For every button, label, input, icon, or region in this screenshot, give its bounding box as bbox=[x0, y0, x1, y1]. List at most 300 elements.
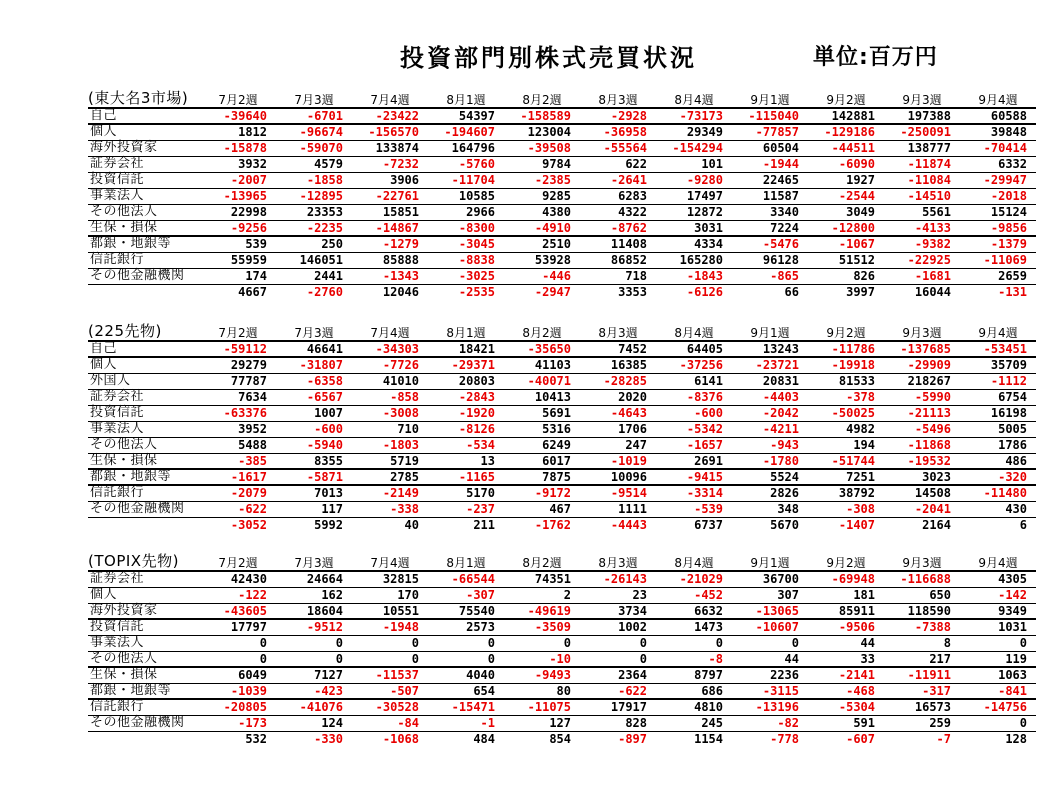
value-cell: 218267 bbox=[884, 373, 960, 389]
row-label: その他法人 bbox=[88, 651, 200, 667]
value-cell: 14508 bbox=[884, 485, 960, 501]
table-row bbox=[88, 172, 1036, 188]
value-cell: -14867 bbox=[352, 220, 428, 236]
value-cell: 10096 bbox=[580, 469, 656, 485]
value-cell: 5670 bbox=[770, 518, 799, 533]
value-cell: -320 bbox=[960, 469, 1036, 485]
value-cell: -2141 bbox=[808, 667, 884, 683]
value-cell: -2544 bbox=[808, 188, 884, 204]
value-cell: -11868 bbox=[884, 437, 960, 453]
value-cell: -4211 bbox=[732, 421, 808, 437]
value-cell: -7 bbox=[936, 732, 951, 747]
value-cell: -19532 bbox=[884, 453, 960, 469]
value-cell: 133874 bbox=[352, 140, 428, 156]
row-label: 生保・損保 bbox=[88, 453, 200, 469]
value-cell: 146051 bbox=[276, 252, 352, 268]
column-header-week-4: 8月2週 bbox=[504, 325, 580, 341]
value-cell: -11537 bbox=[352, 667, 428, 683]
value-cell: 3031 bbox=[656, 220, 732, 236]
value-cell: 51512 bbox=[808, 252, 884, 268]
value-cell: -1948 bbox=[352, 619, 428, 635]
value-cell: 486 bbox=[960, 453, 1036, 469]
column-header-week-8: 9月2週 bbox=[808, 325, 884, 341]
value-cell: 170 bbox=[352, 587, 428, 603]
value-cell: -20805 bbox=[200, 699, 276, 715]
row-label: その他法人 bbox=[88, 437, 200, 453]
value-cell: -1762 bbox=[534, 518, 571, 533]
section-label: (東大名3市場) bbox=[88, 92, 200, 108]
value-cell: -41076 bbox=[276, 699, 352, 715]
value-cell: -1407 bbox=[838, 518, 875, 533]
value-cell: 0 bbox=[352, 651, 428, 667]
column-header-week-9: 9月3週 bbox=[884, 92, 960, 108]
value-cell: 85911 bbox=[808, 603, 884, 619]
column-header-week-0: 7月2週 bbox=[200, 325, 276, 341]
value-cell: -8762 bbox=[580, 220, 656, 236]
value-cell: 1786 bbox=[960, 437, 1036, 453]
column-header-week-3: 8月1週 bbox=[428, 325, 504, 341]
row-label: 自己 bbox=[88, 341, 200, 357]
value-cell: -1019 bbox=[580, 453, 656, 469]
value-cell: 9285 bbox=[504, 188, 580, 204]
value-cell: 1031 bbox=[960, 619, 1036, 635]
value-cell: -778 bbox=[770, 732, 799, 747]
value-cell: 41103 bbox=[504, 357, 580, 373]
table-row bbox=[88, 635, 1036, 651]
value-cell: 66 bbox=[784, 285, 799, 300]
value-cell: 4305 bbox=[960, 571, 1036, 587]
value-cell: -11786 bbox=[808, 341, 884, 357]
value-cell: -63376 bbox=[200, 405, 276, 421]
row-label: 都銀・地銀等 bbox=[88, 469, 200, 485]
value-cell: 532 bbox=[245, 732, 267, 747]
value-cell: 5524 bbox=[732, 469, 808, 485]
header-row bbox=[88, 325, 1036, 341]
value-cell: -11084 bbox=[884, 172, 960, 188]
value-cell: -1920 bbox=[428, 405, 504, 421]
value-cell: 165280 bbox=[656, 252, 732, 268]
row-label: 事業法人 bbox=[88, 188, 200, 204]
value-cell: -5342 bbox=[656, 421, 732, 437]
value-cell: -9256 bbox=[200, 220, 276, 236]
value-cell: -8838 bbox=[428, 252, 504, 268]
value-cell: -8300 bbox=[428, 220, 504, 236]
table-row bbox=[88, 501, 1036, 517]
value-cell: 2236 bbox=[732, 667, 808, 683]
value-cell: 117 bbox=[276, 501, 352, 517]
value-cell: 18604 bbox=[276, 603, 352, 619]
value-cell: 96128 bbox=[732, 252, 808, 268]
value-cell: 8355 bbox=[276, 453, 352, 469]
value-cell: -40071 bbox=[504, 373, 580, 389]
value-cell: 3932 bbox=[200, 156, 276, 172]
value-cell: -2385 bbox=[504, 172, 580, 188]
value-cell: -446 bbox=[504, 268, 580, 284]
value-cell: -156570 bbox=[352, 124, 428, 140]
value-cell: 1002 bbox=[580, 619, 656, 635]
value-cell: -3314 bbox=[656, 485, 732, 501]
value-cell: -2928 bbox=[580, 108, 656, 124]
value-cell: 6632 bbox=[656, 603, 732, 619]
value-cell: -600 bbox=[276, 421, 352, 437]
value-cell: -1039 bbox=[200, 683, 276, 699]
column-header-week-9: 9月3週 bbox=[884, 555, 960, 571]
value-cell: 20803 bbox=[428, 373, 504, 389]
value-cell: 686 bbox=[656, 683, 732, 699]
table-row bbox=[88, 437, 1036, 453]
value-cell: 6249 bbox=[504, 437, 580, 453]
row-label: 個人 bbox=[88, 587, 200, 603]
table-row bbox=[88, 405, 1036, 421]
value-cell: -3115 bbox=[732, 683, 808, 699]
value-cell: -2018 bbox=[960, 188, 1036, 204]
value-cell: -39508 bbox=[504, 140, 580, 156]
value-cell: 11408 bbox=[580, 236, 656, 252]
section-label: (225先物) bbox=[88, 325, 200, 341]
column-header-week-0: 7月2週 bbox=[200, 555, 276, 571]
value-cell: -66544 bbox=[428, 571, 504, 587]
value-cell: -1 bbox=[428, 715, 504, 731]
value-cell: 0 bbox=[580, 651, 656, 667]
table-row bbox=[88, 373, 1036, 389]
value-cell: 15851 bbox=[352, 204, 428, 220]
value-cell: -6567 bbox=[276, 389, 352, 405]
column-header-week-10: 9月4週 bbox=[960, 325, 1036, 341]
value-cell: 2659 bbox=[960, 268, 1036, 284]
value-cell: -5940 bbox=[276, 437, 352, 453]
column-header-week-1: 7月3週 bbox=[276, 555, 352, 571]
table-row bbox=[88, 341, 1036, 357]
value-cell: 4579 bbox=[276, 156, 352, 172]
value-cell: 22998 bbox=[200, 204, 276, 220]
value-cell: -131 bbox=[998, 285, 1027, 300]
value-cell: 16044 bbox=[914, 285, 951, 300]
row-label: 都銀・地銀等 bbox=[88, 683, 200, 699]
column-header-week-5: 8月3週 bbox=[580, 325, 656, 341]
value-cell: -3509 bbox=[504, 619, 580, 635]
table-row bbox=[88, 453, 1036, 469]
value-cell: 17497 bbox=[656, 188, 732, 204]
value-cell: -115040 bbox=[732, 108, 808, 124]
value-cell: -37256 bbox=[656, 357, 732, 373]
value-cell: 1473 bbox=[656, 619, 732, 635]
value-cell: -2641 bbox=[580, 172, 656, 188]
table-row bbox=[88, 220, 1036, 236]
value-cell: -10 bbox=[504, 651, 580, 667]
value-cell: -158589 bbox=[504, 108, 580, 124]
table-row bbox=[88, 469, 1036, 485]
value-cell: 75540 bbox=[428, 603, 504, 619]
table-row bbox=[88, 683, 1036, 699]
value-cell: 8797 bbox=[656, 667, 732, 683]
value-cell: -237 bbox=[428, 501, 504, 517]
value-cell: -35650 bbox=[504, 341, 580, 357]
value-cell: -452 bbox=[656, 587, 732, 603]
value-cell: 307 bbox=[732, 587, 808, 603]
column-header-week-2: 7月4週 bbox=[352, 325, 428, 341]
value-cell: 60588 bbox=[960, 108, 1036, 124]
value-cell: -173 bbox=[200, 715, 276, 731]
value-cell: -8 bbox=[656, 651, 732, 667]
value-cell: -96674 bbox=[276, 124, 352, 140]
row-label: 信託銀行 bbox=[88, 252, 200, 268]
value-cell: -4133 bbox=[884, 220, 960, 236]
value-cell: 0 bbox=[580, 635, 656, 651]
value-cell: 9349 bbox=[960, 603, 1036, 619]
value-cell: -12895 bbox=[276, 188, 352, 204]
value-cell: -137685 bbox=[884, 341, 960, 357]
value-cell: 123004 bbox=[504, 124, 580, 140]
table-row bbox=[88, 156, 1036, 172]
value-cell: 0 bbox=[504, 635, 580, 651]
value-cell: -6701 bbox=[276, 108, 352, 124]
value-cell: 3023 bbox=[884, 469, 960, 485]
header-row bbox=[88, 92, 1036, 108]
value-cell: -154294 bbox=[656, 140, 732, 156]
value-cell: 245 bbox=[656, 715, 732, 731]
value-cell: -13196 bbox=[732, 699, 808, 715]
value-cell: 591 bbox=[808, 715, 884, 731]
value-cell: -1944 bbox=[732, 156, 808, 172]
value-cell: -4643 bbox=[580, 405, 656, 421]
value-cell: 4982 bbox=[808, 421, 884, 437]
row-label: 証券会社 bbox=[88, 156, 200, 172]
value-cell: 0 bbox=[352, 635, 428, 651]
value-cell: -29947 bbox=[960, 172, 1036, 188]
value-cell: -5990 bbox=[884, 389, 960, 405]
value-cell: 194 bbox=[808, 437, 884, 453]
value-cell: -15878 bbox=[200, 140, 276, 156]
row-label: 外国人 bbox=[88, 373, 200, 389]
value-cell: 55959 bbox=[200, 252, 276, 268]
column-header-week-0: 7月2週 bbox=[200, 92, 276, 108]
value-cell: 4810 bbox=[656, 699, 732, 715]
value-cell: -82 bbox=[732, 715, 808, 731]
value-cell: 6754 bbox=[960, 389, 1036, 405]
value-cell: 162 bbox=[276, 587, 352, 603]
value-cell: 38792 bbox=[808, 485, 884, 501]
value-cell: 142881 bbox=[808, 108, 884, 124]
value-cell: -1165 bbox=[428, 469, 504, 485]
value-cell: 0 bbox=[732, 635, 808, 651]
value-cell: -865 bbox=[732, 268, 808, 284]
value-cell: 217 bbox=[884, 651, 960, 667]
value-cell: 29279 bbox=[200, 357, 276, 373]
table-row bbox=[88, 268, 1036, 284]
value-cell: -3052 bbox=[230, 518, 267, 533]
table-row bbox=[88, 236, 1036, 252]
value-cell: 2 bbox=[504, 587, 580, 603]
value-cell: 18421 bbox=[428, 341, 504, 357]
value-cell: 5691 bbox=[504, 405, 580, 421]
value-cell: 3353 bbox=[618, 285, 647, 300]
value-cell: 39848 bbox=[960, 124, 1036, 140]
value-cell: 467 bbox=[504, 501, 580, 517]
value-cell: -36958 bbox=[580, 124, 656, 140]
value-cell: -607 bbox=[846, 732, 875, 747]
section-0 bbox=[88, 89, 1036, 300]
value-cell: -39640 bbox=[200, 108, 276, 124]
column-header-week-1: 7月3週 bbox=[276, 325, 352, 341]
column-header-week-4: 8月2週 bbox=[504, 555, 580, 571]
value-cell: -1067 bbox=[808, 236, 884, 252]
section-label: (TOPIX先物) bbox=[88, 555, 200, 571]
value-cell: -22761 bbox=[352, 188, 428, 204]
value-cell: 259 bbox=[884, 715, 960, 731]
value-cell: 23353 bbox=[276, 204, 352, 220]
value-cell: 348 bbox=[732, 501, 808, 517]
value-cell: 101 bbox=[656, 156, 732, 172]
value-cell: -6358 bbox=[276, 373, 352, 389]
value-cell: -2760 bbox=[306, 285, 343, 300]
value-cell: 15124 bbox=[960, 204, 1036, 220]
table-row bbox=[88, 699, 1036, 715]
value-cell: -5304 bbox=[808, 699, 884, 715]
value-cell: 6283 bbox=[580, 188, 656, 204]
row-label: その他金融機関 bbox=[88, 715, 200, 731]
total-row bbox=[88, 284, 1036, 300]
value-cell: 8 bbox=[884, 635, 960, 651]
row-label: 事業法人 bbox=[88, 635, 200, 651]
value-cell: 854 bbox=[549, 732, 571, 747]
row-label: 証券会社 bbox=[88, 389, 200, 405]
value-cell: -4910 bbox=[504, 220, 580, 236]
value-cell: 2826 bbox=[732, 485, 808, 501]
value-cell: -43605 bbox=[200, 603, 276, 619]
section-1 bbox=[88, 322, 1036, 533]
value-cell: -2041 bbox=[884, 501, 960, 517]
value-cell: -11704 bbox=[428, 172, 504, 188]
data-table-2 bbox=[88, 552, 1036, 747]
value-cell: 10551 bbox=[352, 603, 428, 619]
value-cell: 44 bbox=[732, 651, 808, 667]
value-cell: 539 bbox=[200, 236, 276, 252]
value-cell: 826 bbox=[808, 268, 884, 284]
row-label: その他金融機関 bbox=[88, 268, 200, 284]
value-cell: -250091 bbox=[884, 124, 960, 140]
value-cell: -330 bbox=[314, 732, 343, 747]
value-cell: 3952 bbox=[200, 421, 276, 437]
value-cell: 46641 bbox=[276, 341, 352, 357]
value-cell: -1343 bbox=[352, 268, 428, 284]
value-cell: -2007 bbox=[200, 172, 276, 188]
value-cell: -2079 bbox=[200, 485, 276, 501]
value-cell: -9415 bbox=[656, 469, 732, 485]
value-cell: -858 bbox=[352, 389, 428, 405]
value-cell: 2441 bbox=[276, 268, 352, 284]
value-cell: -59070 bbox=[276, 140, 352, 156]
value-cell: -4443 bbox=[610, 518, 647, 533]
value-cell: 13 bbox=[428, 453, 504, 469]
column-header-week-7: 9月1週 bbox=[732, 325, 808, 341]
value-cell: -50025 bbox=[808, 405, 884, 421]
value-cell: 0 bbox=[656, 635, 732, 651]
value-cell: -73173 bbox=[656, 108, 732, 124]
column-header-week-8: 9月2週 bbox=[808, 92, 884, 108]
value-cell: -9512 bbox=[276, 619, 352, 635]
value-cell: 7452 bbox=[580, 341, 656, 357]
value-cell: -600 bbox=[656, 405, 732, 421]
value-cell: -4403 bbox=[732, 389, 808, 405]
row-label: その他法人 bbox=[88, 204, 200, 220]
value-cell: 250 bbox=[276, 236, 352, 252]
value-cell: 16385 bbox=[580, 357, 656, 373]
value-cell: 81533 bbox=[808, 373, 884, 389]
value-cell: 40 bbox=[404, 518, 419, 533]
value-cell: 74351 bbox=[504, 571, 580, 587]
value-cell: 1007 bbox=[276, 405, 352, 421]
value-cell: 430 bbox=[960, 501, 1036, 517]
value-cell: 1111 bbox=[580, 501, 656, 517]
value-cell: 1154 bbox=[694, 732, 723, 747]
row-label: 個人 bbox=[88, 124, 200, 140]
value-cell: -622 bbox=[200, 501, 276, 517]
value-cell: 5316 bbox=[504, 421, 580, 437]
value-cell: 5488 bbox=[200, 437, 276, 453]
value-cell: -15471 bbox=[428, 699, 504, 715]
value-cell: 484 bbox=[473, 732, 495, 747]
value-cell: 1063 bbox=[960, 667, 1036, 683]
value-cell: 0 bbox=[960, 635, 1036, 651]
row-label: 自己 bbox=[88, 108, 200, 124]
value-cell: 5005 bbox=[960, 421, 1036, 437]
value-cell: -12800 bbox=[808, 220, 884, 236]
value-cell: -1780 bbox=[732, 453, 808, 469]
value-cell: 7013 bbox=[276, 485, 352, 501]
value-cell: 7634 bbox=[200, 389, 276, 405]
value-cell: -307 bbox=[428, 587, 504, 603]
value-cell: 710 bbox=[352, 421, 428, 437]
value-cell: -622 bbox=[580, 683, 656, 699]
row-label: 海外投資家 bbox=[88, 603, 200, 619]
value-cell: 5170 bbox=[428, 485, 504, 501]
value-cell: -534 bbox=[428, 437, 504, 453]
value-cell: -44511 bbox=[808, 140, 884, 156]
value-cell: 622 bbox=[580, 156, 656, 172]
value-cell: -9506 bbox=[808, 619, 884, 635]
row-label: 海外投資家 bbox=[88, 140, 200, 156]
value-cell: 2164 bbox=[922, 518, 951, 533]
value-cell: 197388 bbox=[884, 108, 960, 124]
value-cell: -1858 bbox=[276, 172, 352, 188]
value-cell: -116688 bbox=[884, 571, 960, 587]
value-cell: -10607 bbox=[732, 619, 808, 635]
value-cell: -194607 bbox=[428, 124, 504, 140]
value-cell: 10585 bbox=[428, 188, 504, 204]
row-label: その他金融機関 bbox=[88, 501, 200, 517]
value-cell: 11587 bbox=[732, 188, 808, 204]
value-cell: 247 bbox=[580, 437, 656, 453]
column-header-week-5: 8月3週 bbox=[580, 92, 656, 108]
value-cell: 53928 bbox=[504, 252, 580, 268]
value-cell: 7251 bbox=[808, 469, 884, 485]
value-cell: -21113 bbox=[884, 405, 960, 421]
value-cell: -70414 bbox=[960, 140, 1036, 156]
table-row bbox=[88, 252, 1036, 268]
row-label: 個人 bbox=[88, 357, 200, 373]
value-cell: 10413 bbox=[504, 389, 580, 405]
value-cell: -1617 bbox=[200, 469, 276, 485]
value-cell: 32815 bbox=[352, 571, 428, 587]
value-cell: 29349 bbox=[656, 124, 732, 140]
value-cell: -1112 bbox=[960, 373, 1036, 389]
value-cell: 4334 bbox=[656, 236, 732, 252]
value-cell: -385 bbox=[200, 453, 276, 469]
row-label: 投資信託 bbox=[88, 405, 200, 421]
value-cell: 6141 bbox=[656, 373, 732, 389]
value-cell: -142 bbox=[960, 587, 1036, 603]
value-cell: 9784 bbox=[504, 156, 580, 172]
